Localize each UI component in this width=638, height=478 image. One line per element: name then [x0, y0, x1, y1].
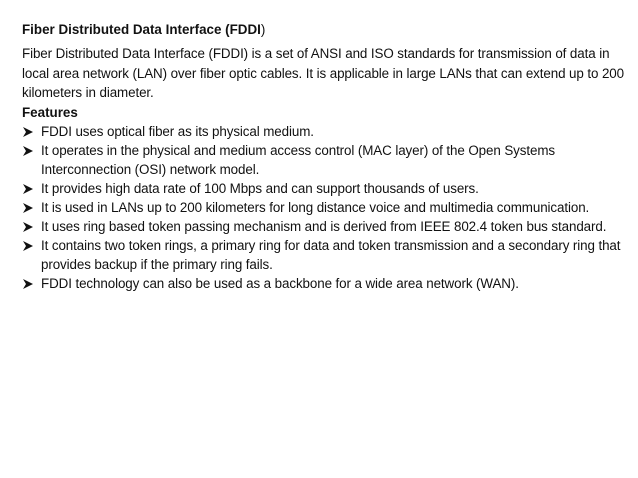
- document-page: [22, 20, 626, 293]
- feature-item: [22, 236, 626, 274]
- feature-item: [22, 198, 626, 217]
- arrow-bullet-icon: [22, 240, 34, 252]
- feature-text: FDDI technology can also be used as a backbone for a wide area network (WAN).: [41, 275, 519, 291]
- document-title-bold: Fiber Distributed Data Interface (FDDI: [22, 22, 261, 37]
- intro-paragraph: Fiber Distributed Data Interface (FDDI) is a set of ANSI and ISO standards for transmission of data in local area network (LAN) over fiber optic cables. It is applicable in large LANs that can extend up to 200 kilometers in diameter.: [22, 46, 624, 100]
- feature-item: [22, 141, 626, 179]
- features-heading: Features: [22, 104, 78, 120]
- arrow-bullet-icon: [22, 126, 34, 138]
- feature-text: FDDI uses optical fiber as its physical medium.: [41, 123, 314, 139]
- feature-item: [22, 179, 626, 198]
- arrow-bullet-icon: [22, 221, 34, 233]
- feature-text: It contains two token rings, a primary ring for data and token transmission and a secondary ring that provides backup if the primary ring fails.: [41, 237, 621, 272]
- features-list: [22, 122, 626, 293]
- feature-text: It is used in LANs up to 200 kilometers for long distance voice and multimedia communication.: [41, 199, 590, 215]
- feature-item: [22, 274, 626, 293]
- feature-text: It provides high data rate of 100 Mbps and can support thousands of users.: [41, 180, 479, 196]
- arrow-bullet-icon: [22, 183, 34, 195]
- feature-item: [22, 122, 626, 141]
- document-title: [22, 20, 626, 39]
- feature-text: It uses ring based token passing mechanism and is derived from IEEE 802.4 token bus standard.: [41, 218, 607, 234]
- arrow-bullet-icon: [22, 145, 34, 157]
- feature-item: [22, 217, 626, 236]
- arrow-bullet-icon: [22, 278, 34, 290]
- arrow-bullet-icon: [22, 202, 34, 214]
- document-title-tail: ): [260, 22, 266, 37]
- feature-text: It operates in the physical and medium access control (MAC layer) of the Open Systems Interconnection (OSI) network model.: [41, 142, 555, 177]
